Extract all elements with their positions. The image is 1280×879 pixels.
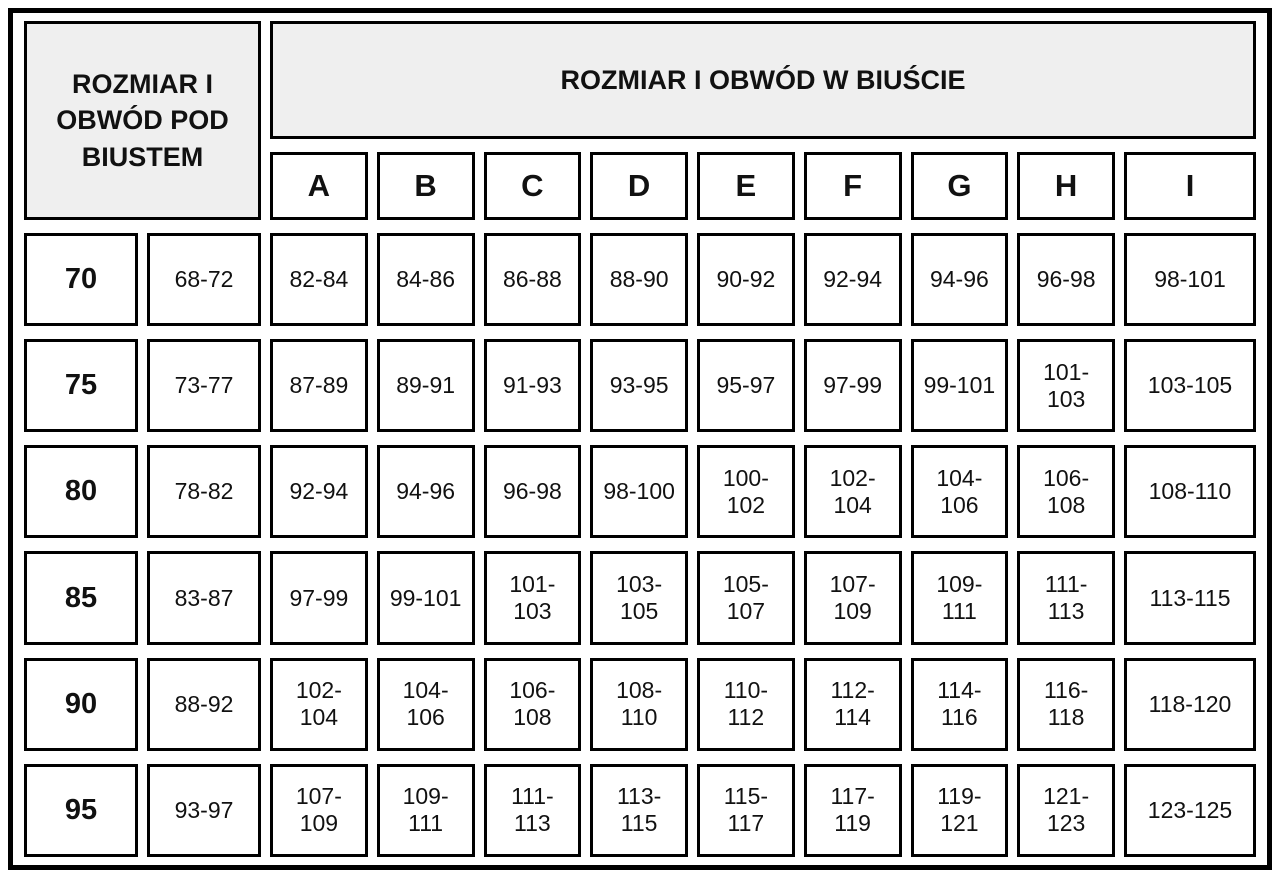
cell-90-c: 106-108 (484, 658, 582, 751)
cell-70-b: 84-86 (377, 233, 475, 326)
cell-75-g: 99-101 (911, 339, 1009, 432)
cell-95-e: 115-117 (697, 764, 795, 857)
cup-column-header-b: B (377, 152, 475, 220)
cell-80-f: 102-104 (804, 445, 902, 538)
cell-80-d: 98-100 (590, 445, 688, 538)
cell-75-c: 91-93 (484, 339, 582, 432)
row-80-size: 80 (24, 445, 138, 538)
size-chart-frame (8, 8, 1272, 870)
cell-70-i: 98-101 (1124, 233, 1256, 326)
cup-column-header-d: D (590, 152, 688, 220)
cell-70-h: 96-98 (1017, 233, 1115, 326)
cell-95-g: 119-121 (911, 764, 1009, 857)
cup-column-header-i: I (1124, 152, 1256, 220)
cell-80-h: 106-108 (1017, 445, 1115, 538)
cell-95-f: 117-119 (804, 764, 902, 857)
cell-90-e: 110-112 (697, 658, 795, 751)
cell-80-e: 100-102 (697, 445, 795, 538)
cell-75-f: 97-99 (804, 339, 902, 432)
row-70-underbust: 68-72 (147, 233, 261, 326)
row-95-size: 95 (24, 764, 138, 857)
row-90-underbust: 88-92 (147, 658, 261, 751)
cell-85-i: 113-115 (1124, 551, 1256, 644)
cell-90-d: 108-110 (590, 658, 688, 751)
cell-90-g: 114-116 (911, 658, 1009, 751)
cell-80-a: 92-94 (270, 445, 368, 538)
corner-header-underbust (24, 21, 261, 220)
cell-70-g: 94-96 (911, 233, 1009, 326)
cell-70-d: 88-90 (590, 233, 688, 326)
cell-75-i: 103-105 (1124, 339, 1256, 432)
cup-column-header-c: C (484, 152, 582, 220)
cell-80-c: 96-98 (484, 445, 582, 538)
cell-75-e: 95-97 (697, 339, 795, 432)
cup-column-header-f: F (804, 152, 902, 220)
cell-85-a: 97-99 (270, 551, 368, 644)
row-75-size: 75 (24, 339, 138, 432)
row-80-underbust: 78-82 (147, 445, 261, 538)
cell-85-d: 103-105 (590, 551, 688, 644)
cell-75-a: 87-89 (270, 339, 368, 432)
cell-95-i: 123-125 (1124, 764, 1256, 857)
cell-85-h: 111-113 (1017, 551, 1115, 644)
bust-group-header-label: ROZMIAR I OBWÓD W BIUŚCIE (560, 64, 966, 95)
cup-column-header-g: G (911, 152, 1009, 220)
cell-80-g: 104-106 (911, 445, 1009, 538)
cell-95-a: 107-109 (270, 764, 368, 857)
cell-85-e: 105-107 (697, 551, 795, 644)
row-75-underbust: 73-77 (147, 339, 261, 432)
cell-75-h: 101-103 (1017, 339, 1115, 432)
row-70-size: 70 (24, 233, 138, 326)
corner-header-label: ROZMIAR I OBWÓD POD BIUSTEM (56, 68, 229, 172)
cell-70-a: 82-84 (270, 233, 368, 326)
size-chart-table (24, 21, 1256, 857)
cup-column-header-e: E (697, 152, 795, 220)
cell-95-d: 113-115 (590, 764, 688, 857)
cell-80-b: 94-96 (377, 445, 475, 538)
cell-95-h: 121-123 (1017, 764, 1115, 857)
row-95-underbust: 93-97 (147, 764, 261, 857)
cell-80-i: 108-110 (1124, 445, 1256, 538)
cell-90-a: 102-104 (270, 658, 368, 751)
cell-70-c: 86-88 (484, 233, 582, 326)
cell-75-b: 89-91 (377, 339, 475, 432)
cell-90-h: 116-118 (1017, 658, 1115, 751)
cell-90-i: 118-120 (1124, 658, 1256, 751)
cup-column-header-h: H (1017, 152, 1115, 220)
cell-70-f: 92-94 (804, 233, 902, 326)
row-85-underbust: 83-87 (147, 551, 261, 644)
cup-column-header-a: A (270, 152, 368, 220)
cell-85-c: 101-103 (484, 551, 582, 644)
cell-85-g: 109-111 (911, 551, 1009, 644)
cell-85-f: 107-109 (804, 551, 902, 644)
cell-90-b: 104-106 (377, 658, 475, 751)
cell-95-c: 111-113 (484, 764, 582, 857)
row-90-size: 90 (24, 658, 138, 751)
cell-95-b: 109-111 (377, 764, 475, 857)
bust-group-header (270, 21, 1256, 139)
cell-75-d: 93-95 (590, 339, 688, 432)
row-85-size: 85 (24, 551, 138, 644)
cell-70-e: 90-92 (697, 233, 795, 326)
cell-90-f: 112-114 (804, 658, 902, 751)
cell-85-b: 99-101 (377, 551, 475, 644)
